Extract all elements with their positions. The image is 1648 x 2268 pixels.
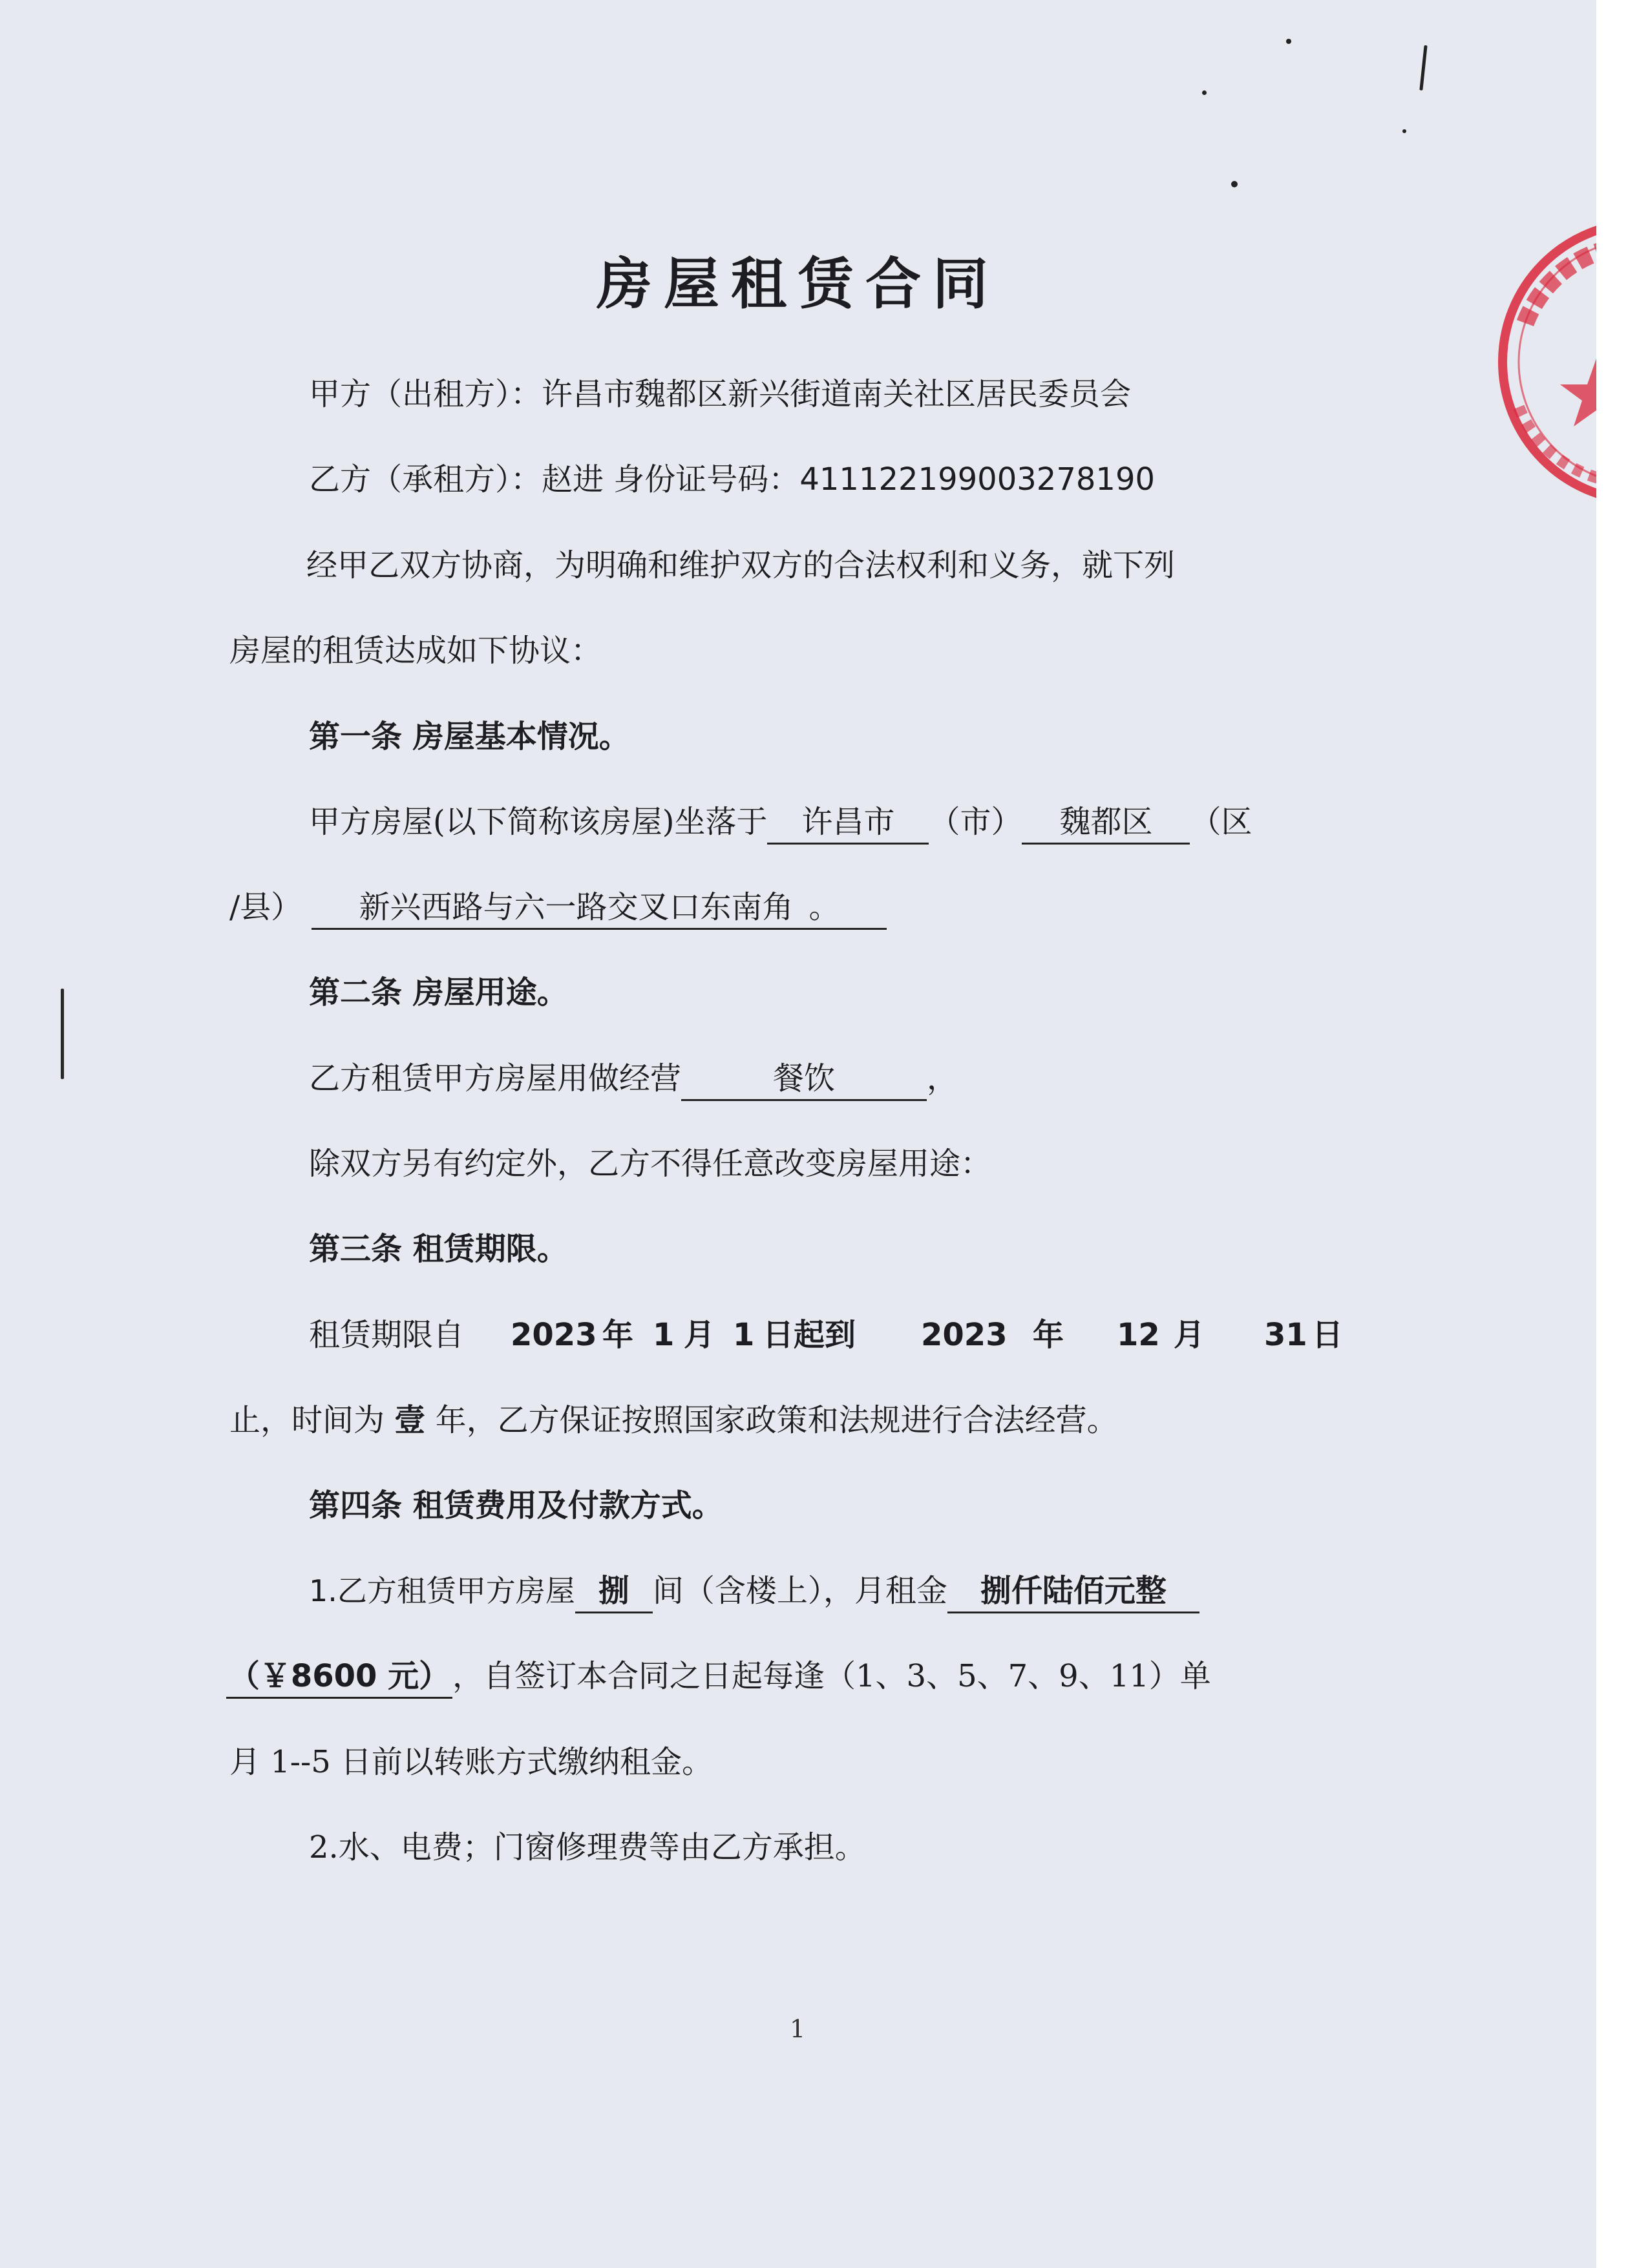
- use-restriction: 除双方另有约定外，乙方不得任意改变房屋用途：: [309, 1146, 992, 1182]
- party-a-label: 甲方（出租方）：: [309, 376, 542, 412]
- use-prefix: 乙方租赁甲方房屋用做经营: [309, 1060, 682, 1097]
- city-suffix: （市）: [929, 804, 1022, 840]
- location-district: 魏都区: [1022, 801, 1190, 845]
- article-1-heading: [0, 716, 1596, 757]
- start-year: 2023: [511, 1317, 597, 1353]
- scan-speck: [1202, 90, 1207, 95]
- article-1-heading-text: 第一条 房屋基本情况。: [309, 719, 630, 755]
- lease-duration: 壹: [394, 1402, 426, 1438]
- party-b-label: 乙方（承租方）：: [309, 461, 542, 498]
- article-2-heading: [0, 972, 1596, 1013]
- party-b-line: [0, 459, 1596, 500]
- location-address: [312, 887, 887, 930]
- article-2-heading-text: 第二条 房屋用途。: [309, 974, 568, 1011]
- period-prefix: 租赁期限自: [309, 1317, 465, 1353]
- end-month-unit: 月: [1174, 1317, 1205, 1353]
- location-prefix: 甲方房屋(以下简称该房屋)坐落于: [309, 804, 768, 840]
- payment-method: 月 1--5 日前以转账方式缴纳租金。: [229, 1744, 713, 1780]
- party-a-line: [0, 373, 1596, 415]
- rent-item-prefix: 1.乙方租赁甲方房屋: [309, 1573, 575, 1608]
- party-b-name: 赵进: [542, 461, 604, 498]
- scan-speck: [1419, 45, 1427, 90]
- article-4-line-1: [0, 1570, 1596, 1613]
- start-year-unit: 年: [602, 1317, 634, 1353]
- article-4-heading-text: 第四条 租赁费用及付款方式。: [309, 1487, 723, 1524]
- scan-speck: [1402, 129, 1406, 133]
- article-3-heading: [0, 1228, 1596, 1270]
- business-use: 餐饮: [681, 1058, 927, 1101]
- article-1-line-1: [0, 801, 1596, 845]
- utilities-clause: 2.水、电费；门窗修理费等由乙方承担。: [309, 1829, 866, 1865]
- article-4-line-3: [0, 1741, 1596, 1783]
- scan-speck: [1231, 181, 1238, 187]
- district-suffix: （区: [1190, 804, 1252, 840]
- document-title: 房屋租赁合同: [597, 251, 1000, 317]
- rent-item-mid: 间（含楼上），月租金: [652, 1573, 947, 1609]
- article-4-heading: [0, 1485, 1596, 1526]
- page-number: 1: [790, 2015, 806, 2043]
- duration-prefix: 止，时间为: [229, 1402, 385, 1438]
- start-month: 1: [653, 1317, 675, 1353]
- monthly-rent-amount: （￥8600 元）: [226, 1655, 452, 1699]
- article-3-heading-text: 第三条 租赁期限。: [309, 1231, 568, 1267]
- start-month-unit: 月: [684, 1317, 715, 1353]
- address-end: 。: [808, 889, 840, 925]
- end-day-unit: 日: [1312, 1317, 1344, 1353]
- duration-suffix: 年，乙方保证按照国家政策和法规进行合法经营。: [435, 1402, 1118, 1438]
- id-number: 411122199003278190: [799, 461, 1156, 498]
- start-day: 1: [733, 1317, 755, 1353]
- end-year-unit: 年: [1033, 1317, 1064, 1353]
- preamble-text-1: 经甲乙双方协商，为明确和维护双方的合法权利和义务，就下列: [306, 547, 1176, 583]
- preamble-line-2: [0, 630, 1596, 671]
- article-1-line-2: [0, 887, 1596, 930]
- end-year: 2023: [921, 1317, 1008, 1353]
- room-count: 捌: [575, 1570, 653, 1613]
- scan-speck: [1286, 39, 1291, 44]
- county-prefix: /县）: [229, 889, 302, 925]
- article-4-line-2: [0, 1655, 1596, 1699]
- end-month: 12: [1117, 1317, 1160, 1353]
- preamble-text-2: 房屋的租赁达成如下协议：: [229, 633, 602, 669]
- address-text: 新兴西路与六一路交叉口东南角: [359, 889, 794, 925]
- article-2-line-1: [0, 1058, 1596, 1101]
- payment-schedule: ，自签订本合同之日起每逢（1、3、5、7、9、11）单: [452, 1658, 1211, 1694]
- location-city: 许昌市: [767, 801, 929, 845]
- article-4-line-4: [0, 1827, 1596, 1868]
- article-2-line-2: [0, 1143, 1596, 1184]
- party-a-name: 许昌市魏都区新兴街道南关社区居民委员会: [542, 376, 1132, 412]
- id-label: 身份证号码：: [613, 461, 800, 498]
- use-suffix: ，: [927, 1060, 958, 1097]
- start-day-unit: 日起到: [763, 1317, 856, 1353]
- monthly-rent-words: 捌仟陆佰元整: [947, 1570, 1199, 1613]
- preamble-line-1: [0, 545, 1596, 586]
- article-3-line-2: [0, 1400, 1596, 1441]
- end-day: 31: [1264, 1317, 1307, 1353]
